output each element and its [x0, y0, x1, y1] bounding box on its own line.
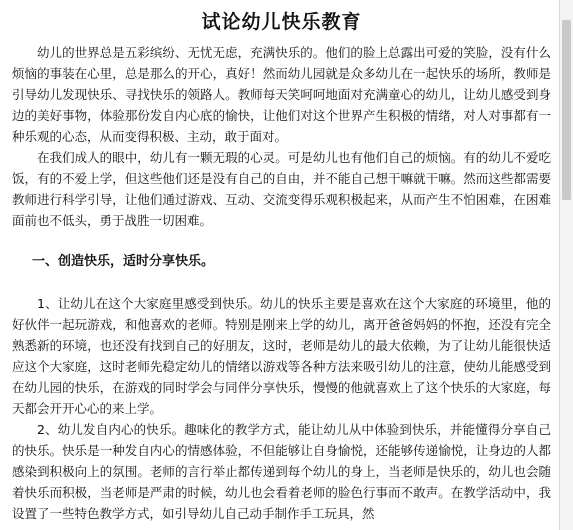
- intro-paragraph-2: 在我们成人的眼中，幼儿有一颗无瑕的心灵。可是幼儿也有他们自己的烦恼。有的幼儿不爱吃饭，有的不爱上学，但这些他们还是没有自己的自由，并不能自己想干嘛就干嘛。然而这些都需要教师进行科学引导，让他们通过游戏、互动、交流变得乐观积极起来，从而产生不怕困难，在困难面前也不低头，勇于战胜一切困难。: [12, 150, 551, 228]
- document-title: 试论幼儿快乐教育: [201, 11, 362, 33]
- blank-line: [12, 231, 551, 251]
- intro-paragraph-1: 幼儿的世界总是五彩缤纷、无忧无虑，充满快乐的。他们的脸上总露出可爱的笑脸，没有什么烦恼的事装在心里，总是那么的开心，真好！然而幼儿园就是众多幼儿在一起快乐的场所，教师是引导幼儿发现快乐、寻找快乐的领路人。教师每天笑呵呵地面对充满童心的幼儿，让幼儿感受到身边的美好事物，体验那份发自内心底的愉快，让他们对这个世界产生积极的情绪，对人对事都有一种乐观的心态，从而变得积极、主动，敢于面对。: [12, 45, 551, 144]
- blank-line: [12, 272, 551, 293]
- scrollbar-thumb[interactable]: [562, 20, 571, 200]
- vertical-scrollbar[interactable]: [559, 0, 573, 530]
- section-heading-1: 一、创造快乐，适时分享快乐。: [32, 254, 215, 269]
- section1-paragraph-2: 2、幼儿发自内心的快乐。趣味化的教学方式，能让幼儿从中体验到快乐，并能懂得分享自己的快乐。快乐是一种发自内心的情感体验，不但能够让自身愉悦，还能够传递愉悦，让身边的人都感染到积极向上的氛围。老师的言行举止都传递到每个幼儿的身上，当老师是快乐的，幼儿也会随着快乐而积极，当老师是严肃的时候，幼儿也会看着老师的脸色行事而不敢声。在教学活动中，我设置了一些特色教学方式，如引导幼儿自己动手制作手工玩具，然: [12, 422, 551, 521]
- section1-paragraph-1: 1、让幼儿在这个大家庭里感受到快乐。幼儿的快乐主要是喜欢在这个大家庭的环境里，他的好伙伴一起玩游戏，和他喜欢的老师。特别是刚来上学的幼儿，离开爸爸妈妈的怀抱，还没有完全熟悉新的环境，也还没有找到自己的好朋友，这时，老师是幼儿的最大依赖，为了让幼儿能很快适应这个大家庭，这时老师先稳定幼儿的情绪以游戏等各种方法来吸引幼儿的注意，使幼儿能感受到在幼儿园的快乐，在游戏的同时学会与同伴分享快乐，慢慢的他就喜欢上了这个快乐的大家庭，每天都会开开心心的来上学。: [12, 296, 551, 416]
